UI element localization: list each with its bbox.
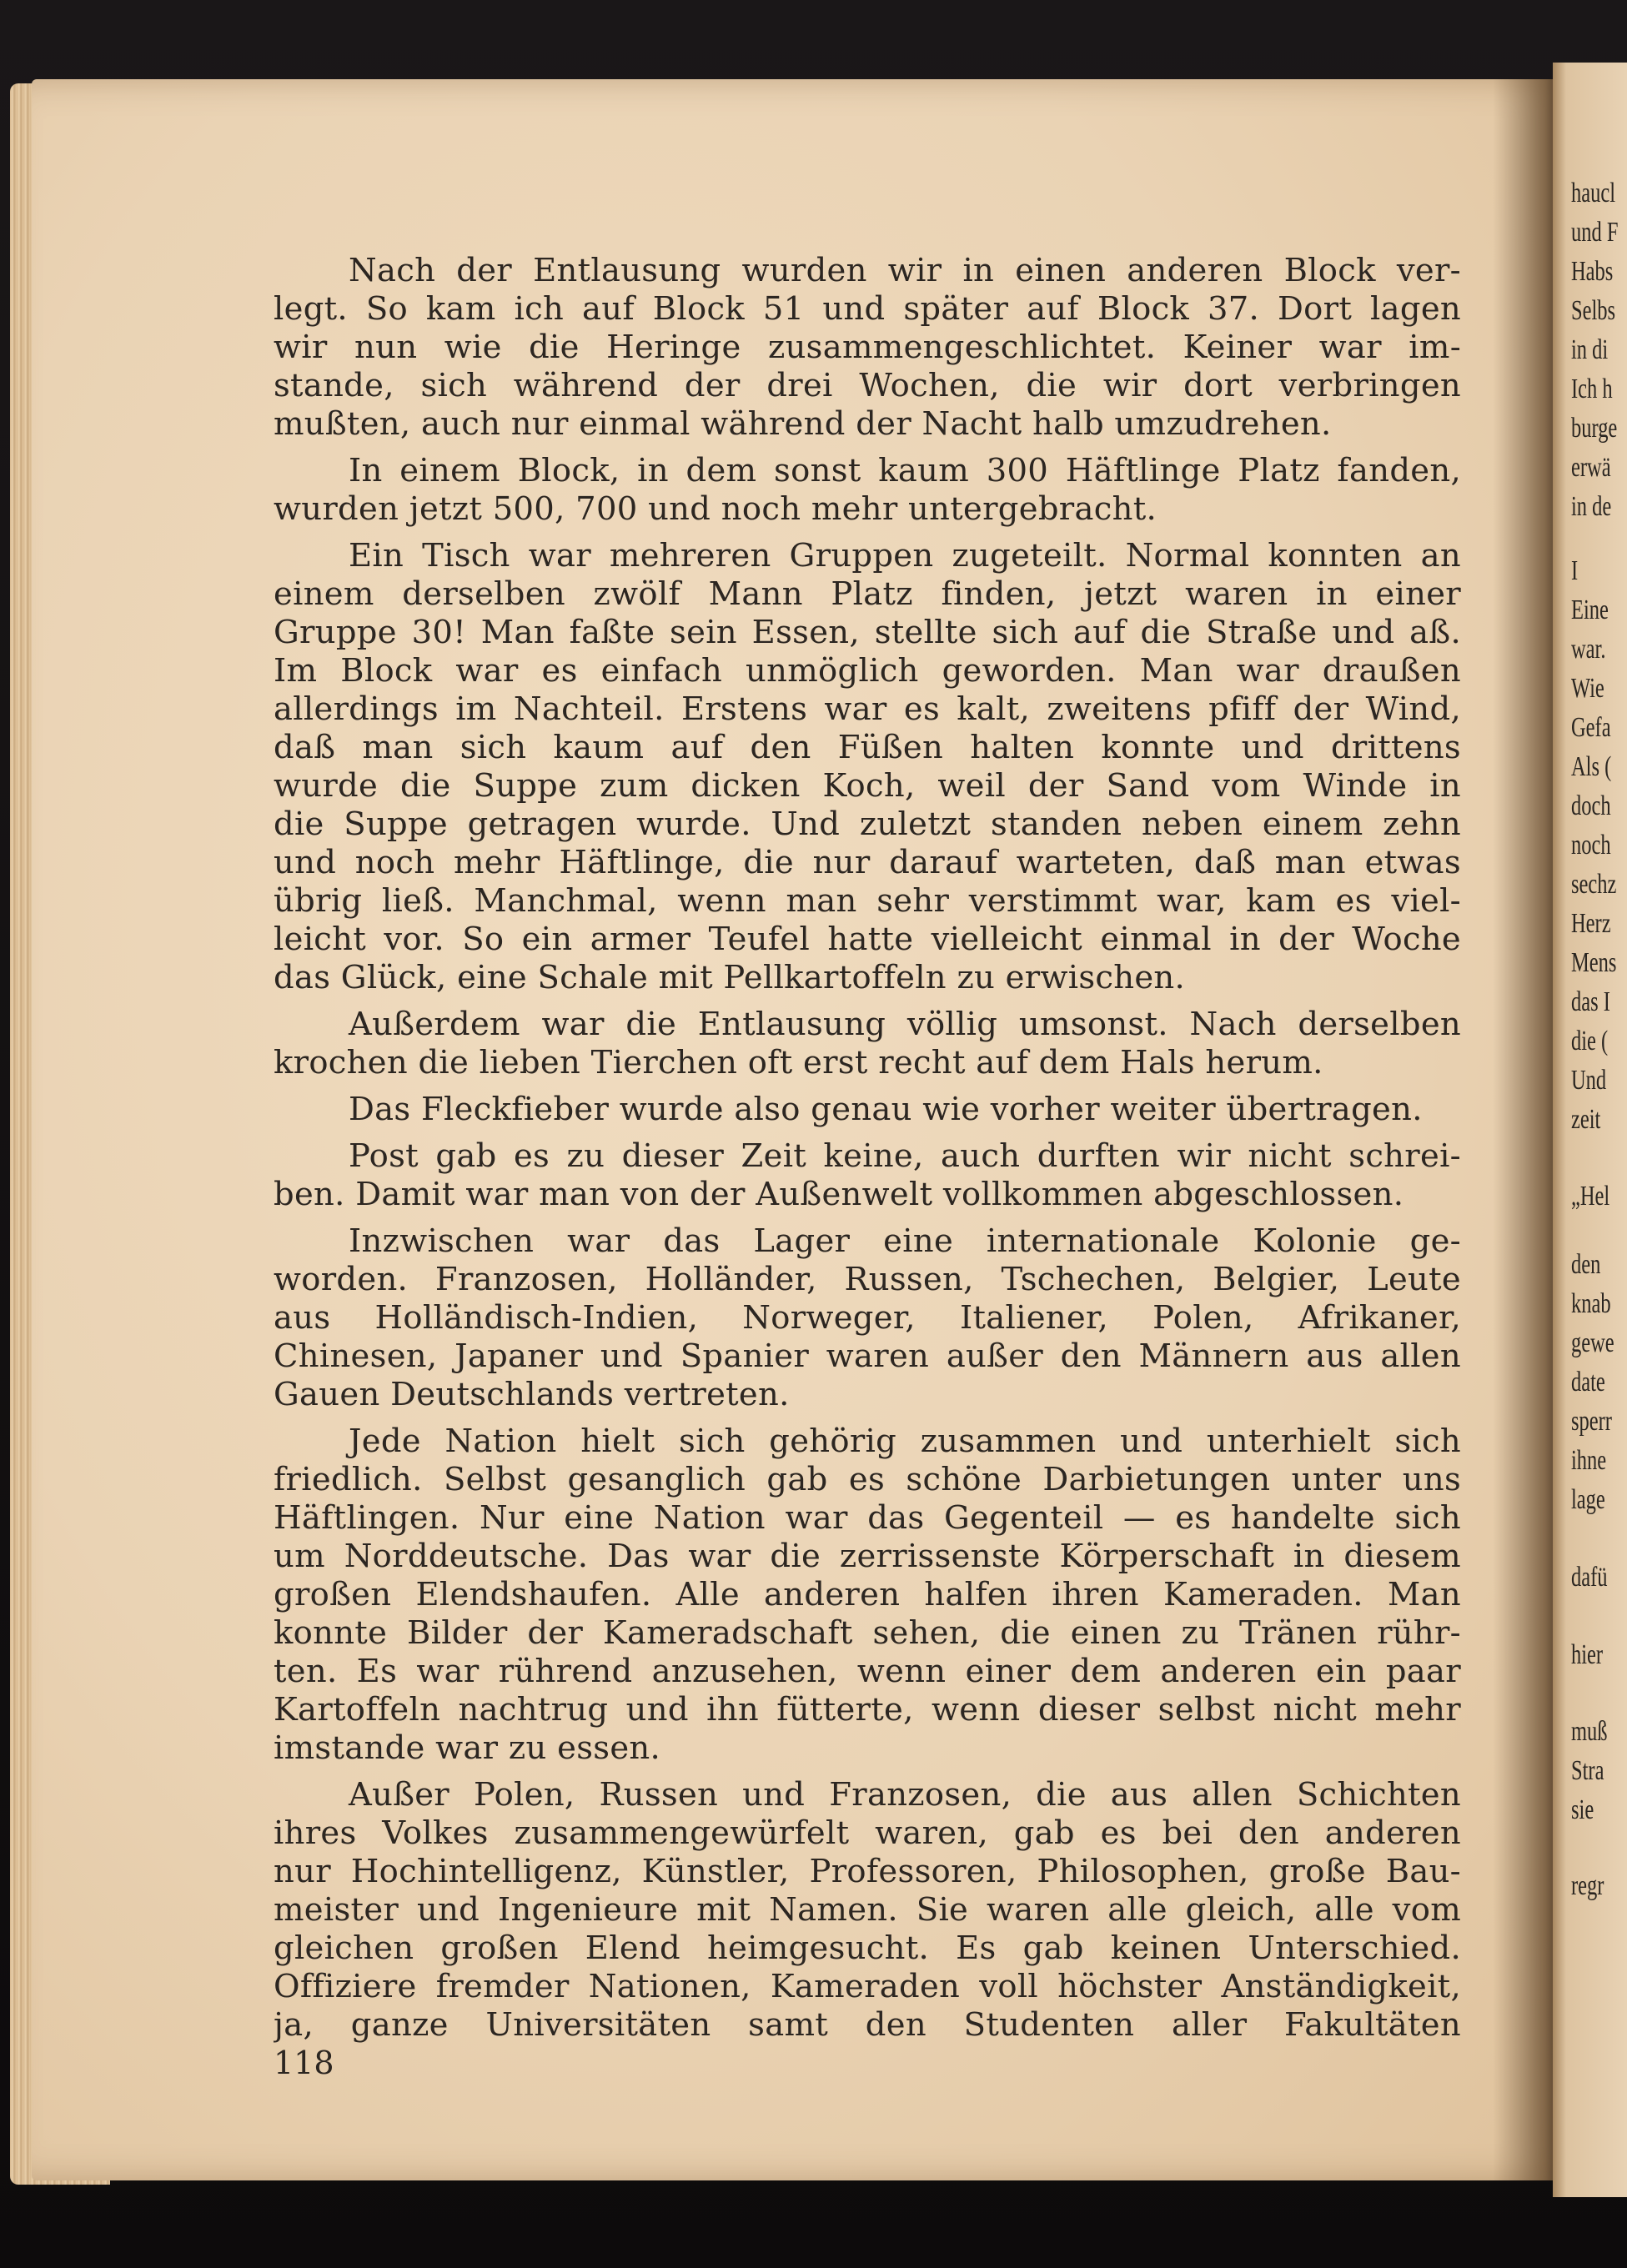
facing-page-fragment: knab bbox=[1571, 1288, 1611, 1319]
text-line: nur Hochintelligenz, Künstler, Professoren, Philosophen, große Bau- bbox=[274, 1853, 1461, 1890]
text-line: und noch mehr Häftlinge, die nur darauf warteten, daß man etwas bbox=[274, 844, 1461, 881]
facing-page-fragment: zeit bbox=[1571, 1104, 1601, 1135]
facing-page-fragment: sie bbox=[1571, 1794, 1594, 1825]
text-line: Gauen Deutschlands vertreten. bbox=[274, 1376, 790, 1413]
facing-page-fragment: sechz bbox=[1571, 869, 1617, 900]
text-line: großen Elendshaufen. Alle anderen halfen ihren Kameraden. Man bbox=[274, 1576, 1461, 1613]
facing-page-fragment: lage bbox=[1571, 1484, 1605, 1515]
text-line: Inzwischen war das Lager eine internationale Kolonie ge- bbox=[349, 1222, 1461, 1260]
text-line: daß man sich kaum auf den Füßen halten konnte und drittens bbox=[274, 729, 1461, 766]
facing-page-fragment: in di bbox=[1571, 334, 1609, 365]
facing-page-fragment: in de bbox=[1571, 491, 1612, 522]
paragraph bbox=[274, 1006, 1461, 1082]
text-line: einem derselben zwölf Mann Platz finden, jetzt waren in einer bbox=[274, 575, 1461, 613]
facing-page-fragment: date bbox=[1571, 1367, 1605, 1397]
text-line: Im Block war es einfach unmöglich geworden. Man war draußen bbox=[274, 652, 1461, 690]
text-line: wurden jetzt 500, 700 und noch mehr untergebracht. bbox=[274, 490, 1157, 528]
facing-page-fragment: „Hel bbox=[1571, 1181, 1610, 1212]
text-line: Außer Polen, Russen und Franzosen, die aus allen Schichten bbox=[349, 1776, 1461, 1814]
facing-page-fragment: Ich h bbox=[1571, 374, 1613, 404]
paragraph-gap bbox=[274, 529, 1461, 537]
facing-page-fragment: noch bbox=[1571, 830, 1611, 861]
facing-page-fragment: doch bbox=[1571, 790, 1611, 821]
text-line: krochen die lieben Tierchen oft erst recht auf dem Hals herum. bbox=[274, 1044, 1323, 1081]
text-line: Offiziere fremder Nationen, Kameraden voll höchster Anständigkeit, bbox=[274, 1968, 1461, 2005]
paragraph bbox=[274, 1137, 1461, 1214]
text-line: Häftlingen. Nur eine Nation war das Gegenteil — es handelte sich bbox=[274, 1499, 1461, 1537]
text-line: wurde die Suppe zum dicken Koch, weil der Sand vom Winde in bbox=[274, 767, 1461, 805]
facing-page-fragment: die ( bbox=[1571, 1026, 1609, 1056]
text-line: In einem Block, in dem sonst kaum 300 Häftlinge Platz fanden, bbox=[349, 452, 1461, 489]
text-line: Chinesen, Japaner und Spanier waren außer den Männern aus allen bbox=[274, 1337, 1461, 1375]
facing-page-fragment: Und bbox=[1571, 1065, 1607, 1096]
facing-page-fragment: muß bbox=[1571, 1716, 1608, 1747]
text-line: ihres Volkes zusammengewürfelt waren, gab es bei den anderen bbox=[274, 1814, 1461, 1852]
facing-page-fragment: Gefa bbox=[1571, 712, 1611, 743]
text-line: wir nun wie die Heringe zusammengeschlichtet. Keiner war im- bbox=[274, 329, 1461, 366]
text-line: Nach der Entlausung wurden wir in einen anderen Block ver- bbox=[349, 252, 1461, 289]
text-line: meister und Ingenieure mit Namen. Sie waren alle gleich, alle vom bbox=[274, 1891, 1461, 1929]
text-line: Ein Tisch war mehreren Gruppen zugeteilt. Normal konnten an bbox=[349, 537, 1461, 575]
text-line: imstande war zu essen. bbox=[274, 1729, 661, 1767]
facing-page-fragment: Herz bbox=[1571, 908, 1611, 939]
body-text bbox=[274, 252, 1461, 2045]
paragraph bbox=[274, 537, 1461, 997]
paragraph bbox=[274, 1423, 1461, 1768]
facing-page-fragment: sperr bbox=[1571, 1406, 1612, 1437]
paragraph-gap bbox=[274, 1214, 1461, 1222]
facing-page-fragment: und F bbox=[1571, 217, 1619, 248]
facing-page-fragment: war. bbox=[1571, 634, 1606, 665]
facing-page-fragment: hier bbox=[1571, 1639, 1604, 1670]
text-line: Jede Nation hielt sich gehörig zusammen und unterhielt sich bbox=[349, 1423, 1461, 1460]
text-line: leicht vor. So ein armer Teufel hatte vielleicht einmal in der Woche bbox=[274, 921, 1461, 958]
text-line: stande, sich während der drei Wochen, die wir dort verbringen bbox=[274, 367, 1461, 404]
paragraph-gap bbox=[274, 1082, 1461, 1091]
text-line: Gruppe 30! Man faßte sein Essen, stellte sich auf die Straße und aß. bbox=[274, 614, 1461, 651]
text-line: konnte Bilder der Kameradschaft sehen, die einen zu Tränen rühr- bbox=[274, 1614, 1461, 1652]
paragraph-gap bbox=[274, 1414, 1461, 1423]
text-line: allerdings im Nachteil. Erstens war es kalt, zweitens pfiff der Wind, bbox=[274, 690, 1461, 728]
text-line: mußten, auch nur einmal während der Nacht halb umzudrehen. bbox=[274, 405, 1332, 443]
text-line: legt. So kam ich auf Block 51 und später auf Block 37. Dort lagen bbox=[274, 290, 1461, 328]
paragraph bbox=[274, 1091, 1461, 1129]
facing-page-fragment: dafü bbox=[1571, 1562, 1608, 1593]
facing-page-fragment: Als ( bbox=[1571, 751, 1612, 782]
facing-page-fragment: erwä bbox=[1571, 452, 1611, 483]
text-line: worden. Franzosen, Holländer, Russen, Tschechen, Belgier, Leute bbox=[274, 1261, 1461, 1298]
facing-page-fragment: Stra bbox=[1571, 1755, 1604, 1786]
text-line: gleichen großen Elend heimgesucht. Es gab keinen Unterschied. bbox=[274, 1929, 1461, 1967]
paragraph-gap bbox=[274, 1129, 1461, 1137]
text-line: die Suppe getragen wurde. Und zuletzt standen neben einem zehn bbox=[274, 805, 1461, 843]
paragraph-gap bbox=[274, 1768, 1461, 1776]
facing-page-fragment: gewe bbox=[1571, 1327, 1614, 1358]
text-line: Außerdem war die Entlausung völlig umsonst. Nach derselben bbox=[349, 1006, 1461, 1043]
page-number: 118 bbox=[274, 2045, 334, 2081]
facing-page-fragment: burge bbox=[1571, 413, 1618, 444]
facing-page-fragment: Wie bbox=[1571, 673, 1604, 704]
text-line: aus Holländisch-Indien, Norweger, Italiener, Polen, Afrikaner, bbox=[274, 1299, 1461, 1337]
facing-page-fragment: Selbs bbox=[1571, 295, 1616, 326]
paragraph bbox=[274, 1776, 1461, 2045]
text-line: um Norddeutsche. Das war die zerrissenste Körperschaft in diesem bbox=[274, 1538, 1461, 1575]
facing-page-fragment: regr bbox=[1571, 1870, 1604, 1901]
facing-page-fragment: den bbox=[1571, 1249, 1601, 1280]
facing-page-fragment: Mens bbox=[1571, 947, 1617, 978]
facing-page-fragment: Eine bbox=[1571, 595, 1609, 625]
facing-page-edge bbox=[1553, 63, 1627, 2197]
paragraph-gap bbox=[274, 444, 1461, 452]
facing-page-fragment: ihne bbox=[1571, 1445, 1607, 1476]
text-line: übrig ließ. Manchmal, wenn man sehr verstimmt war, kam es viel- bbox=[274, 882, 1461, 920]
text-line: ben. Damit war man von der Außenwelt vollkommen abgeschlossen. bbox=[274, 1176, 1404, 1213]
text-line: Das Fleckfieber wurde also genau wie vorher weiter übertragen. bbox=[349, 1091, 1423, 1128]
text-line: Post gab es zu dieser Zeit keine, auch durften wir nicht schrei- bbox=[349, 1137, 1461, 1175]
text-line: ja, ganze Universitäten samt den Studenten aller Fakultäten bbox=[274, 2006, 1461, 2044]
paragraph bbox=[274, 1222, 1461, 1414]
facing-page-fragment: Habs bbox=[1571, 256, 1614, 287]
text-line: das Glück, eine Schale mit Pellkartoffeln zu erwischen. bbox=[274, 959, 1186, 996]
facing-page-fragment: haucl bbox=[1571, 178, 1616, 208]
paragraph bbox=[274, 452, 1461, 529]
paragraph-gap bbox=[274, 997, 1461, 1006]
paragraph bbox=[274, 252, 1461, 444]
facing-page-fragment: das I bbox=[1571, 986, 1610, 1017]
text-line: friedlich. Selbst gesanglich gab es schöne Darbietungen unter uns bbox=[274, 1461, 1461, 1498]
facing-page-fragment: I bbox=[1571, 555, 1579, 586]
text-line: Kartoffeln nachtrug und ihn fütterte, wenn dieser selbst nicht mehr bbox=[274, 1691, 1461, 1729]
text-line: ten. Es war rührend anzusehen, wenn einer dem anderen ein paar bbox=[274, 1653, 1461, 1690]
